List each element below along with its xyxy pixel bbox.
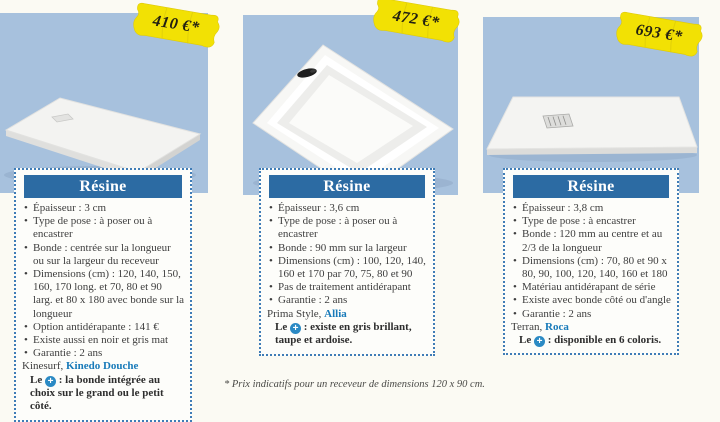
spec-item: • Épaisseur : 3,6 cm: [267, 202, 427, 215]
spec-item: • Garantie : 2 ans: [22, 347, 184, 360]
plus-line: [22, 374, 184, 414]
spec-item: • Bonde : 120 mm au centre et au 2/3 de la longueur: [511, 228, 671, 254]
spec-item: • Bonde : centrée sur la longueur ou sur la largeur du receveur: [22, 242, 184, 268]
plus-label: Le: [275, 320, 288, 333]
model-name: Kinesurf,: [22, 360, 66, 373]
plus-text: : existe en gris brillant, taupe et ardoise.: [275, 320, 412, 347]
plus-label: Le: [519, 334, 532, 347]
spec-card: [259, 168, 435, 356]
spec-item: • Option antidérapante : 141 €: [22, 321, 184, 334]
price-text: 410 €*: [151, 12, 201, 37]
spec-item: • Dimensions (cm) : 70, 80 et 90 x 80, 90, 100, 120, 140, 160 et 180: [511, 255, 671, 281]
drain-grille-icon: [543, 114, 573, 128]
plus-icon: +: [534, 336, 545, 347]
maker-line: [267, 308, 427, 321]
spec-item: • Type de pose : à poser ou à encastrer: [267, 215, 427, 241]
plus-icon: +: [290, 323, 301, 334]
spec-item: • Existe avec bonde côté ou d'angle: [511, 294, 671, 307]
spec-item: • Épaisseur : 3 cm: [22, 202, 184, 215]
plus-label: Le: [30, 373, 43, 386]
plus-text: : la bonde intégrée au choix sur le grand ou le petit côté.: [30, 373, 164, 413]
maker-line: [511, 321, 671, 334]
spec-item: • Existe aussi en noir et gris mat: [22, 334, 184, 347]
plus-line: [511, 334, 671, 347]
spec-item: • Garantie : 2 ans: [511, 308, 671, 321]
spec-item: • Garantie : 2 ans: [267, 294, 427, 307]
spec-item: • Type de pose : à poser ou à encastrer: [22, 215, 184, 241]
plus-text: : disponible en 6 coloris.: [547, 334, 662, 347]
spec-item: • Épaisseur : 3,8 cm: [511, 202, 671, 215]
brand-name: Roca: [545, 320, 569, 333]
plus-icon: +: [45, 376, 56, 387]
spec-item: • Dimensions (cm) : 100, 120, 140, 160 et 170 par 70, 75, 80 et 90: [267, 255, 427, 281]
spec-list: [267, 202, 427, 308]
model-name: Terran,: [511, 320, 546, 333]
plus-line: [267, 321, 427, 348]
spec-item: • Type de pose : à encastrer: [511, 215, 671, 228]
spec-card: [14, 168, 192, 422]
brand-name: Kinedo Douche: [66, 360, 139, 373]
model-name: Prima Style,: [267, 307, 325, 320]
spec-item: • Pas de traitement antidérapant: [267, 281, 427, 294]
spec-item: • Bonde : 90 mm sur la largeur: [267, 242, 427, 255]
material-title: Résine: [24, 175, 182, 198]
price-footnote: * Prix indicatifs pour un receveur de dimensions 120 x 90 cm.: [224, 379, 485, 390]
spec-item: • Dimensions (cm) : 120, 140, 150, 160, 170 long. et 70, 80 et 90 larg. et 80 x 180 avec bonde sur la longueur: [22, 268, 184, 321]
material-title: Résine: [513, 175, 669, 198]
spec-list: [511, 202, 671, 321]
price-text: 693 €*: [634, 21, 684, 46]
brand-name: Allia: [324, 307, 347, 320]
spec-list: [22, 202, 184, 360]
price-text: 472 €*: [391, 7, 441, 32]
spec-card: [503, 168, 679, 355]
spec-item: • Matériau antidérapant de série: [511, 281, 671, 294]
maker-line: [22, 360, 184, 373]
material-title: Résine: [269, 175, 425, 198]
